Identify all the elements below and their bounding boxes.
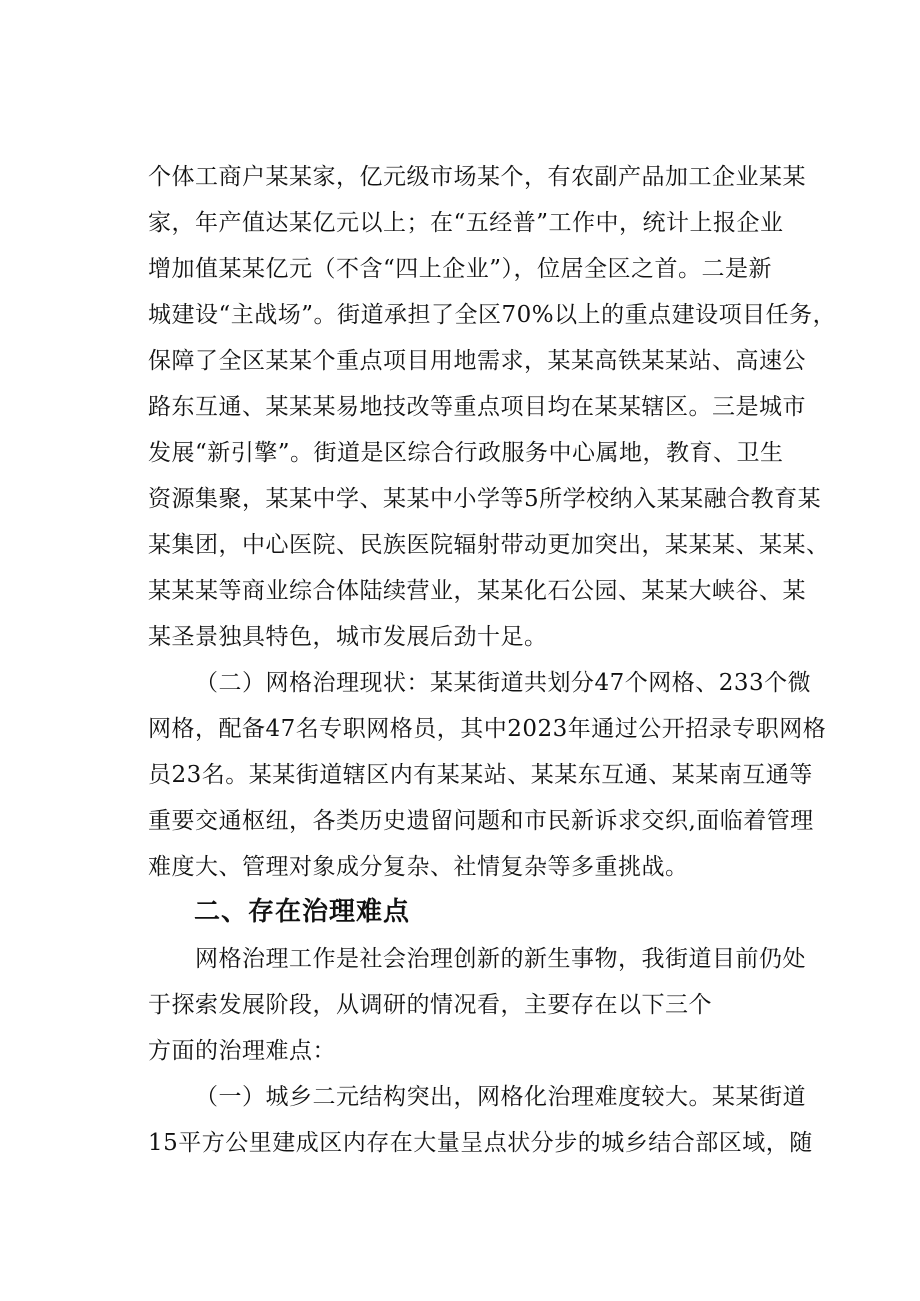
text-line: 家，年产值达某亿元以上；在“五经普”工作中，统计上报企业 <box>148 210 784 236</box>
section-heading: 二、存在治理难点 <box>194 897 411 927</box>
text-line: （二）网格治理现状：某某街道共划分47个网格、233个微 <box>195 670 812 696</box>
text-line: 保障了全区某某个重点项目用地需求，某某高铁某某站、高速公 <box>148 348 806 374</box>
text-line: 方面的治理难点： <box>148 1038 336 1064</box>
text-line: 资源集聚，某某中学、某某中小学等5所学校纳入某某融合教育某 <box>148 486 822 512</box>
text-line: 网格治理工作是社会治理创新的新生事物，我街道目前仍处 <box>195 946 806 972</box>
text-line: 路东互通、某某某易地技改等重点项目均在某某辖区。三是城市 <box>148 394 806 420</box>
text-line: 15平方公里建成区内存在大量呈点状分步的城乡结合部区域，随 <box>148 1130 813 1156</box>
text-line: 于探索发展阶段，从调研的情况看，主要存在以下三个 <box>148 992 712 1018</box>
text-line: 重要交通枢纽，各类历史遗留问题和市民新诉求交织,面临着管理 <box>148 808 814 834</box>
text-line: 某圣景独具特色，城市发展后劲十足。 <box>148 624 548 650</box>
text-line: 某某某等商业综合体陆续营业，某某化石公园、某某大峡谷、某 <box>148 578 806 604</box>
text-line: （一）城乡二元结构突出，网格化治理难度较大。某某街道 <box>195 1084 806 1110</box>
text-line: 网格，配备47名专职网格员，其中2023年通过公开招录专职网格 <box>148 716 827 742</box>
text-line: 增加值某某亿元（不含“四上企业”），位居全区之首。二是新 <box>148 256 773 282</box>
text-line: 难度大、管理对象成分复杂、社情复杂等多重挑战。 <box>148 854 689 880</box>
text-line: 发展“新引擎”。街道是区综合行政服务中心属地，教育、卫生 <box>148 440 784 466</box>
text-line: 城建设“主战场”。街道承担了全区70%以上的重点建设项目任务， <box>148 302 837 328</box>
text-line: 员23名。某某街道辖区内有某某站、某某东互通、某某南互通等 <box>148 762 813 788</box>
text-line: 某集团，中心医院、民族医院辐射带动更加突出，某某某、某某、 <box>148 532 830 558</box>
text-line: 个体工商户某某家，亿元级市场某个，有农副产品加工企业某某 <box>148 164 806 190</box>
